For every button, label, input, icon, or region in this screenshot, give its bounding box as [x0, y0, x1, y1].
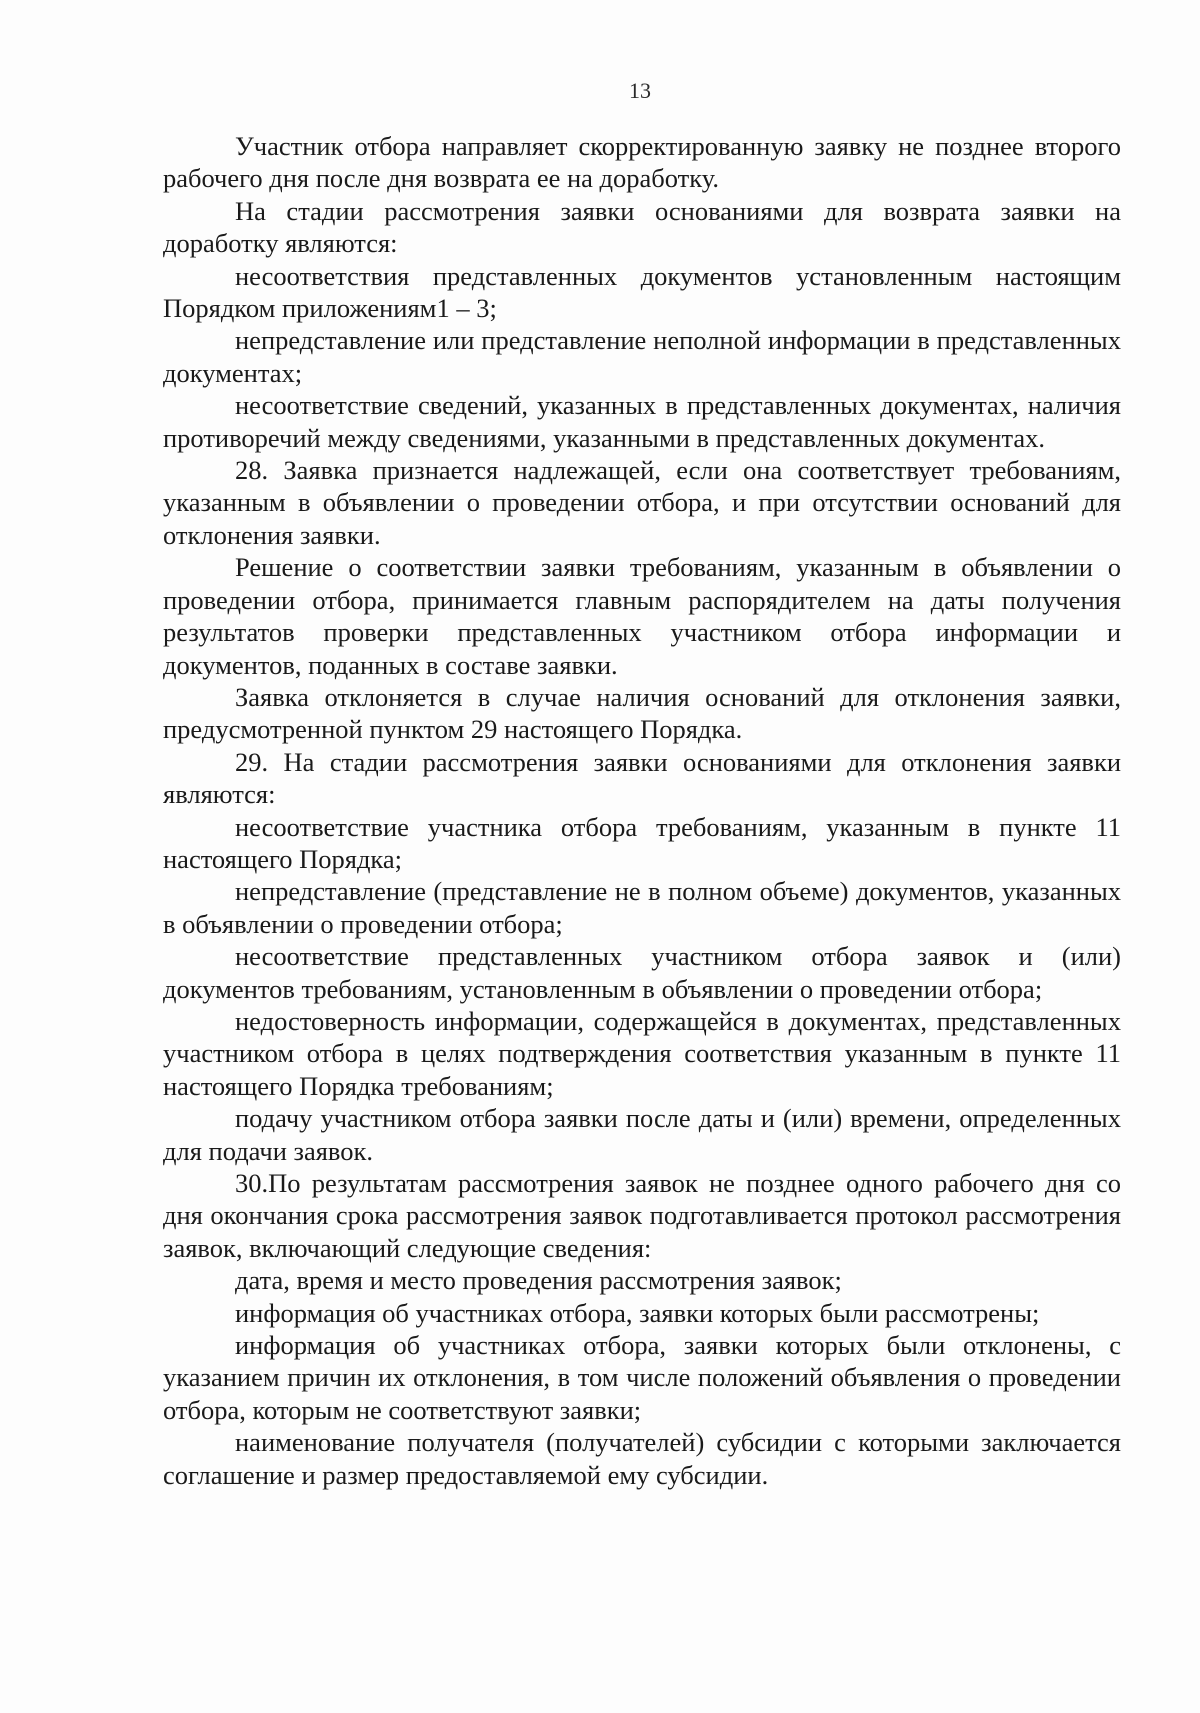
page-number: 13: [629, 78, 651, 103]
paragraph: информация об участниках отбора, заявки которых были отклонены, с указанием причин их отклонения, в том числе положений объявления о проведении отбора, которым не соответствуют заявки;: [163, 1330, 1121, 1425]
paragraph: 28. Заявка признается надлежащей, если она соответствует требованиям, указанным в объявлении о проведении отбора, и при отсутствии оснований для отклонения заявки.: [163, 455, 1121, 550]
paragraph: подачу участником отбора заявки после даты и (или) времени, определенных для подачи заявок.: [163, 1103, 1121, 1166]
paragraph: 30.По результатам рассмотрения заявок не позднее одного рабочего дня со дня окончания срока рассмотрения заявок подготавливается протокол рассмотрения заявок, включающий следующие сведения:: [163, 1168, 1121, 1263]
document-body: [163, 130, 1121, 1491]
paragraph: несоответствие представленных участником отбора заявок и (или) документов требованиям, установленным в объявлении о проведении отбора;: [163, 941, 1121, 1004]
paragraph: непредставление или представление неполной информации в представленных документах;: [163, 325, 1121, 388]
paragraph: дата, время и место проведения рассмотрения заявок;: [235, 1265, 842, 1296]
paragraph: информация об участниках отбора, заявки которых были рассмотрены;: [235, 1297, 1040, 1328]
paragraph: 29. На стадии рассмотрения заявки основаниями для отклонения заявки являются:: [163, 746, 1121, 810]
paragraph: На стадии рассмотрения заявки основаниями для возврата заявки на доработку являются:: [163, 195, 1121, 259]
paragraph: несоответствия представленных документов установленным настоящим Порядком приложениям1 – 3;: [163, 260, 1121, 324]
paragraph: Решение о соответствии заявки требованиям, указанным в объявлении о проведении отбора, принимается главным распорядителем на даты получения результатов проверки представленных участником отбора информации и документов, поданных в составе заявки.: [163, 552, 1121, 680]
paragraph: наименование получателя (получателей) субсидии с которыми заключается соглашение и размер предоставляемой ему субсидии.: [163, 1427, 1121, 1490]
paragraph: недостоверность информации, содержащейся в документах, представленных участником отбора в целях подтверждения соответствия указанным в пункте 11 настоящего Порядка требованиям;: [163, 1005, 1121, 1101]
paragraph: несоответствие сведений, указанных в представленных документах, наличия противоречий между сведениями, указанными в представленных документах.: [163, 390, 1121, 453]
paragraph: Заявка отклоняется в случае наличия оснований для отклонения заявки, предусмотренной пунктом 29 настоящего Порядка.: [163, 681, 1121, 745]
paragraph: несоответствие участника отбора требованиям, указанным в пункте 11 настоящего Порядка;: [163, 811, 1121, 874]
paragraph: Участник отбора направляет скорректированную заявку не позднее второго рабочего дня после дня возврата ее на доработку.: [163, 131, 1121, 194]
paragraph: непредставление (представление не в полном объеме) документов, указанных в объявлении о проведении отбора;: [163, 876, 1121, 939]
